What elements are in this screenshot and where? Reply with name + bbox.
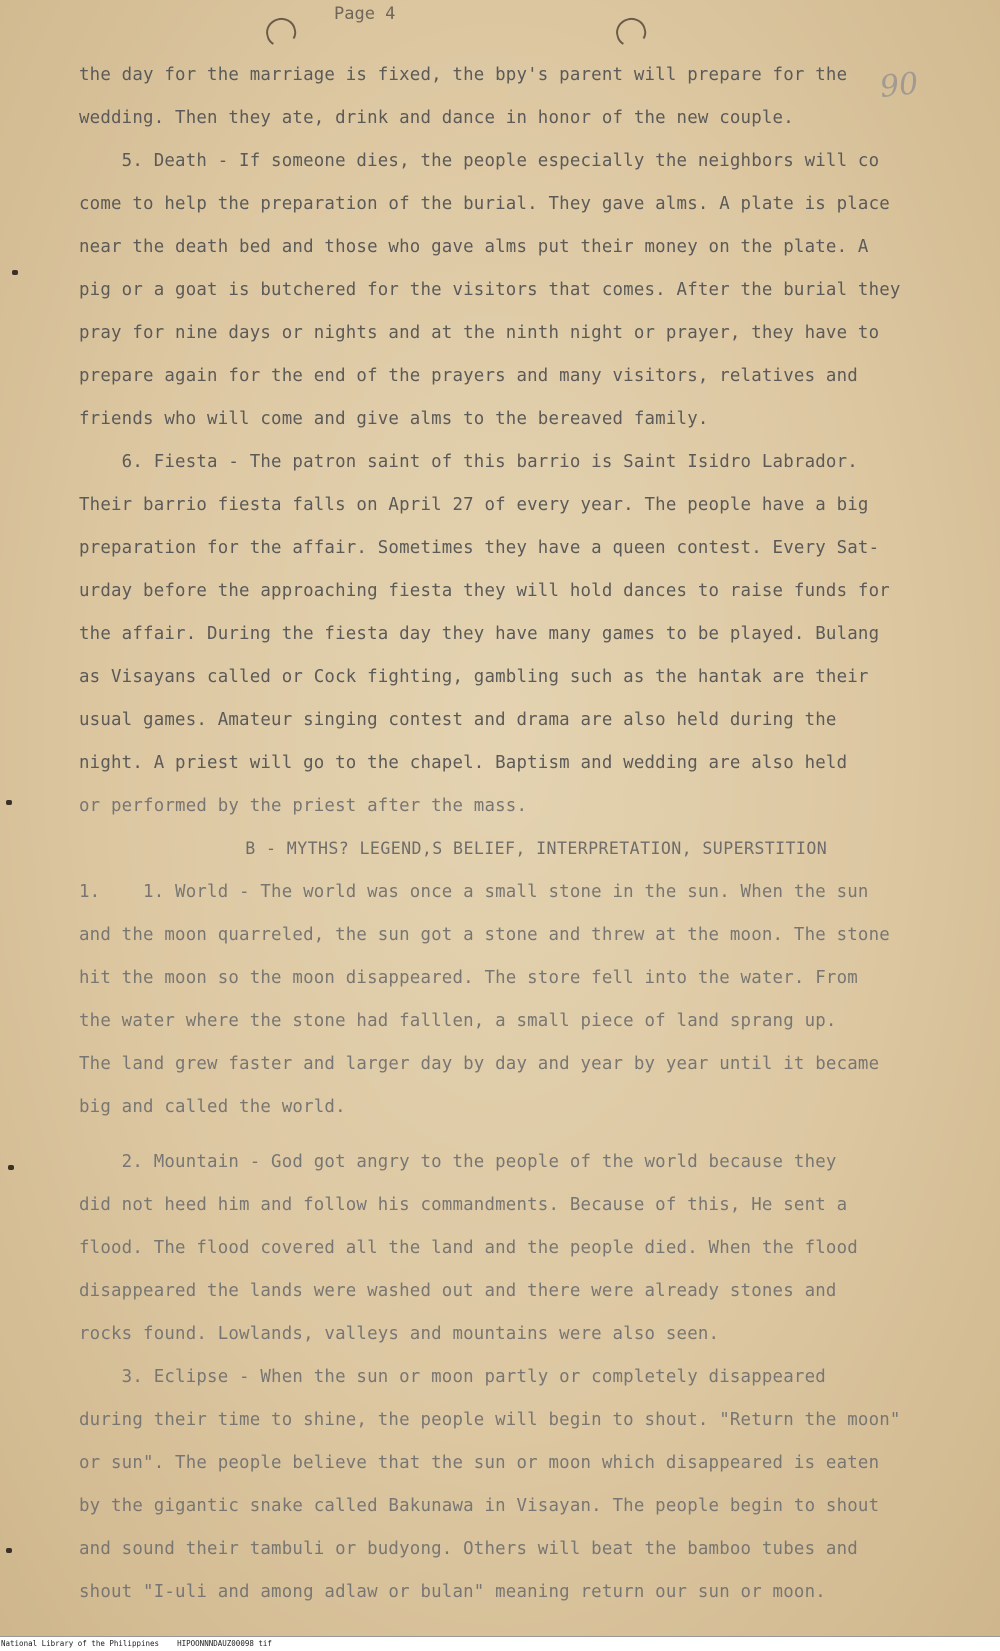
text-line: 3. Eclipse - When the sun or moon partly or completely disappeared — [79, 1367, 826, 1387]
text-line: or sun". The people believe that the sun or moon which disappeared is eaten — [79, 1453, 880, 1473]
section-heading: B - MYTHS? LEGEND,S BELIEF, INTERPRETATION, SUPERSTITION — [79, 839, 828, 858]
margin-mark — [8, 1165, 14, 1170]
margin-mark — [6, 1548, 12, 1553]
text-line: the affair. During the fiesta day they have many games to be played. Bulang — [79, 624, 880, 644]
text-line: pig or a goat is butchered for the visitors that comes. After the burial they — [79, 280, 901, 300]
text-line: during their time to shine, the people will begin to shout. "Return the moon" — [79, 1410, 901, 1430]
text-line: Their barrio fiesta falls on April 27 of every year. The people have a big — [79, 495, 869, 515]
text-line: as Visayans called or Cock fighting, gambling such as the hantak are their — [79, 667, 869, 687]
text-line: the water where the stone had falllen, a small piece of land sprang up. — [79, 1011, 837, 1031]
text-line: big and called the world. — [79, 1097, 346, 1117]
text-line: and sound their tambuli or budyong. Others will beat the bamboo tubes and — [79, 1539, 858, 1559]
text-line: did not heed him and follow his commandments. Because of this, He sent a — [79, 1195, 848, 1215]
text-line: pray for nine days or nights and at the ninth night or prayer, they have to — [79, 323, 880, 343]
text-line: urday before the approaching fiesta they will hold dances to raise funds for — [79, 581, 890, 601]
text-line: 6. Fiesta - The patron saint of this barrio is Saint Isidro Labrador. — [79, 452, 858, 472]
handwritten-page-number: 90 — [878, 66, 920, 105]
margin-mark — [6, 800, 12, 805]
punch-hole-mark-left — [263, 15, 299, 50]
text-line: usual games. Amateur singing contest and drama are also held during the — [79, 710, 837, 730]
scan-footer: National Library of the Philippines HIPOONNNDAUZ00098 tif — [0, 1636, 1000, 1651]
punch-hole-mark-right — [613, 15, 649, 50]
text-line: rocks found. Lowlands, valleys and mountains were also seen. — [79, 1324, 720, 1344]
text-line: 2. Mountain - God got angry to the people of the world because they — [79, 1152, 837, 1172]
text-line: prepare again for the end of the prayers and many visitors, relatives and — [79, 366, 858, 386]
text-line: wedding. Then they ate, drink and dance in honor of the new couple. — [79, 108, 794, 128]
text-line: friends who will come and give alms to the bereaved family. — [79, 409, 709, 429]
text-line: The land grew faster and larger day by day and year by year until it became — [79, 1054, 880, 1074]
text-line: 5. Death - If someone dies, the people especially the neighbors will co — [79, 151, 880, 171]
text-line: shout "I-uli and among adlaw or bulan" meaning return our sun or moon. — [79, 1582, 826, 1602]
text-line: preparation for the affair. Sometimes they have a queen contest. Every Sat- — [79, 538, 880, 558]
text-line: by the gigantic snake called Bakunawa in Visayan. The people begin to shout — [79, 1496, 880, 1516]
text-line: 1. 1. World - The world was once a small stone in the sun. When the sun — [79, 882, 869, 902]
text-line: and the moon quarreled, the sun got a stone and threw at the moon. The stone — [79, 925, 890, 945]
text-line: hit the moon so the moon disappeared. The store fell into the water. From — [79, 968, 858, 988]
text-line: flood. The flood covered all the land and the people died. When the flood — [79, 1238, 858, 1258]
text-line: near the death bed and those who gave alms put their money on the plate. A — [79, 237, 869, 257]
text-line: come to help the preparation of the burial. They gave alms. A plate is place — [79, 194, 890, 214]
text-line: the day for the marriage is fixed, the bpy's parent will prepare for the — [79, 65, 848, 85]
text-line: night. A priest will go to the chapel. Baptism and wedding are also held — [79, 753, 848, 773]
page-header: Page 4 — [334, 4, 396, 24]
text-line: disappeared the lands were washed out and there were already stones and — [79, 1281, 837, 1301]
margin-mark — [12, 270, 18, 275]
text-line: or performed by the priest after the mass. — [79, 796, 528, 816]
